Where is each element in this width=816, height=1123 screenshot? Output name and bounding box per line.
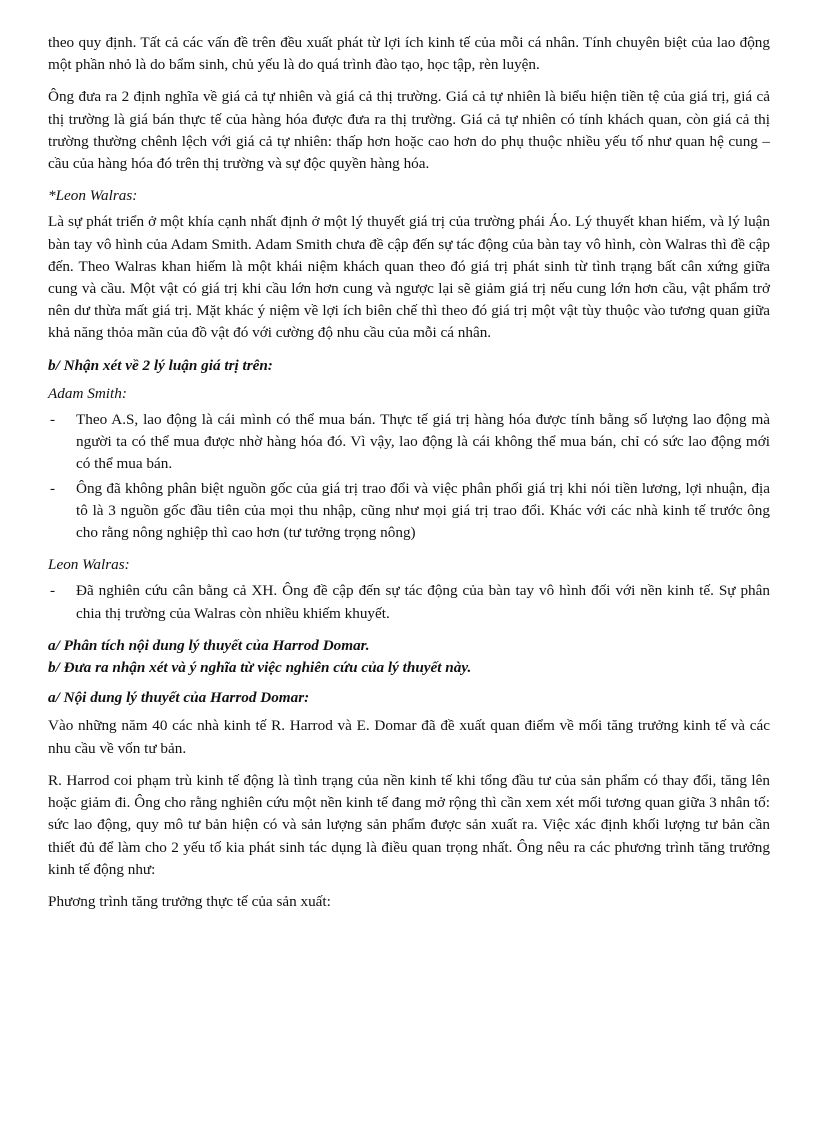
paragraph-harrod-dynamic: R. Harrod coi phạm trù kinh tế động là tình trạng của nền kinh tế khi tổng đầu tư của sản phẩm có thay đổi, tăng lên hoặc giảm đi. Ông cho rằng nghiên cứu một nền kinh tế đang mở rộng thì cần xem xét mối tương quan giữa 3 nhân tố: sức lao động, quy mô tư bản hiện có và sản lượng sản phẩm được sản xuất ra. Việc xác định khối lượng tư bản cần thiết đủ để làm cho 2 yếu tố kia phát sinh tác dụng là điều quan trọng nhất. Ông nêu ra các phương trình tăng trưởng kinh tế động như: bbox=[48, 771, 770, 878]
list-item bbox=[48, 580, 770, 624]
heading-question-a: a/ Phân tích nội dung lý thuyết của Harrod Domar. bbox=[48, 636, 370, 654]
document-page bbox=[48, 32, 770, 923]
list-item-text: Theo A.S, lao động là cái mình có thể mua bán. Thực tế giá trị hàng hóa được tính bằng số lượng lao động mà người ta có thể mua được nhờ hàng hóa đó. Vì vậy, lao động là cái không thể mua bán, chỉ có sức lao động mới có thể mua bán. bbox=[76, 411, 770, 473]
list-item bbox=[48, 409, 770, 476]
adam-smith-list bbox=[48, 409, 770, 544]
paragraph-growth-equation: Phương trình tăng trưởng thực tế của sản xuất: bbox=[48, 892, 331, 910]
heading-harrod-domar: a/ Nội dung lý thuyết của Harrod Domar: bbox=[48, 689, 310, 707]
heading-comments: b/ Nhận xét về 2 lý luận giá trị trên: bbox=[48, 356, 273, 374]
paragraph-harrod-domar-intro: Vào những năm 40 các nhà kinh tế R. Harrod và E. Domar đã đề xuất quan điểm về mối tăng trưởng kinh tế và các nhu cầu về vốn tư bản. bbox=[48, 717, 770, 757]
label-leon-walras-2: Leon Walras: bbox=[48, 556, 130, 574]
paragraph-specialization: theo quy định. Tất cả các vấn đề trên đều xuất phát từ lợi ích kinh tế của mỗi cá nhân. Tính chuyên biệt của lao động một phần nhỏ là do bẩm sinh, chủ yếu là do quá trình đào tạo, học tập, rèn luyện. bbox=[48, 34, 770, 74]
label-leon-walras: *Leon Walras: bbox=[48, 187, 138, 205]
heading-question-b: b/ Đưa ra nhận xét và ý nghĩa từ việc nghiên cứu của lý thuyết này. bbox=[48, 659, 472, 677]
list-item-text: Đã nghiên cứu cân bằng cả XH. Ông đề cập đến sự tác động của bàn tay vô hình đối với nền kinh tế. Sự phân chia thị trường của Walras còn nhiều khiếm khuyết. bbox=[76, 582, 770, 622]
paragraph-price-definitions: Ông đưa ra 2 định nghĩa về giá cả tự nhiên và giá cả thị trường. Giá cả tự nhiên là biểu hiện tiền tệ của giá trị, giá cả thị trường là giá bán thực tế của hàng hóa được đưa ra thị trường. Giá cả tự nhiên có tính khách quan, còn giá cả thị trường thường chênh lệch với giá cả tự nhiên: thấp hơn hoặc cao hơn do phụ thuộc nhiều yếu tố như quan hệ cung – cầu của hàng hóa đó trên thị trường và sự độc quyền hàng hóa. bbox=[48, 88, 770, 173]
question-headings bbox=[48, 635, 770, 679]
list-item bbox=[48, 478, 770, 545]
walras-list bbox=[48, 580, 770, 624]
dash-bullet: - bbox=[50, 479, 56, 497]
list-item-text: Ông đã không phân biệt nguồn gốc của giá trị trao đổi và việc phân phối giá trị khi nói tiền lương, lợi nhuận, địa tô là 3 nguồn gốc đầu tiên của mọi thu nhập, cũng như mọi giá trị trao đổi. Khác với các nhà kinh tế trước ông cho rằng nông nghiệp thì cao hơn (tư tưởng trọng nông) bbox=[76, 479, 770, 542]
paragraph-walras-theory: Là sự phát triển ở một khía cạnh nhất định ở một lý thuyết giá trị của trường phái Áo. Lý thuyết khan hiếm, và lý luận bàn tay vô hình của Adam Smith. Adam Smith chưa đề cập đến sự tác động của bàn tay vô hình, còn Walras thì đề cập đến. Theo Walras khan hiếm là một khái niệm khách quan theo đó giá trị phát sinh từ tình trạng bất cân xứng giữa cung và cầu. Một vật có giá trị khi cầu lớn hơn cung và ngược lại sẽ giảm giá trị nếu cung lớn hơn cầu, vật phẩm trở nên dư thừa mất giá trị. Mặt khác ý niệm về lợi ích biên chế thì theo đó giá trị một vật tùy thuộc vào tương quan giữa khả năng thỏa mãn của đồ vật đó với cường độ nhu cầu của mỗi cá nhân. bbox=[48, 213, 770, 342]
dash-bullet: - bbox=[50, 582, 56, 600]
label-adam-smith: Adam Smith: bbox=[48, 384, 127, 402]
dash-bullet: - bbox=[50, 411, 56, 429]
